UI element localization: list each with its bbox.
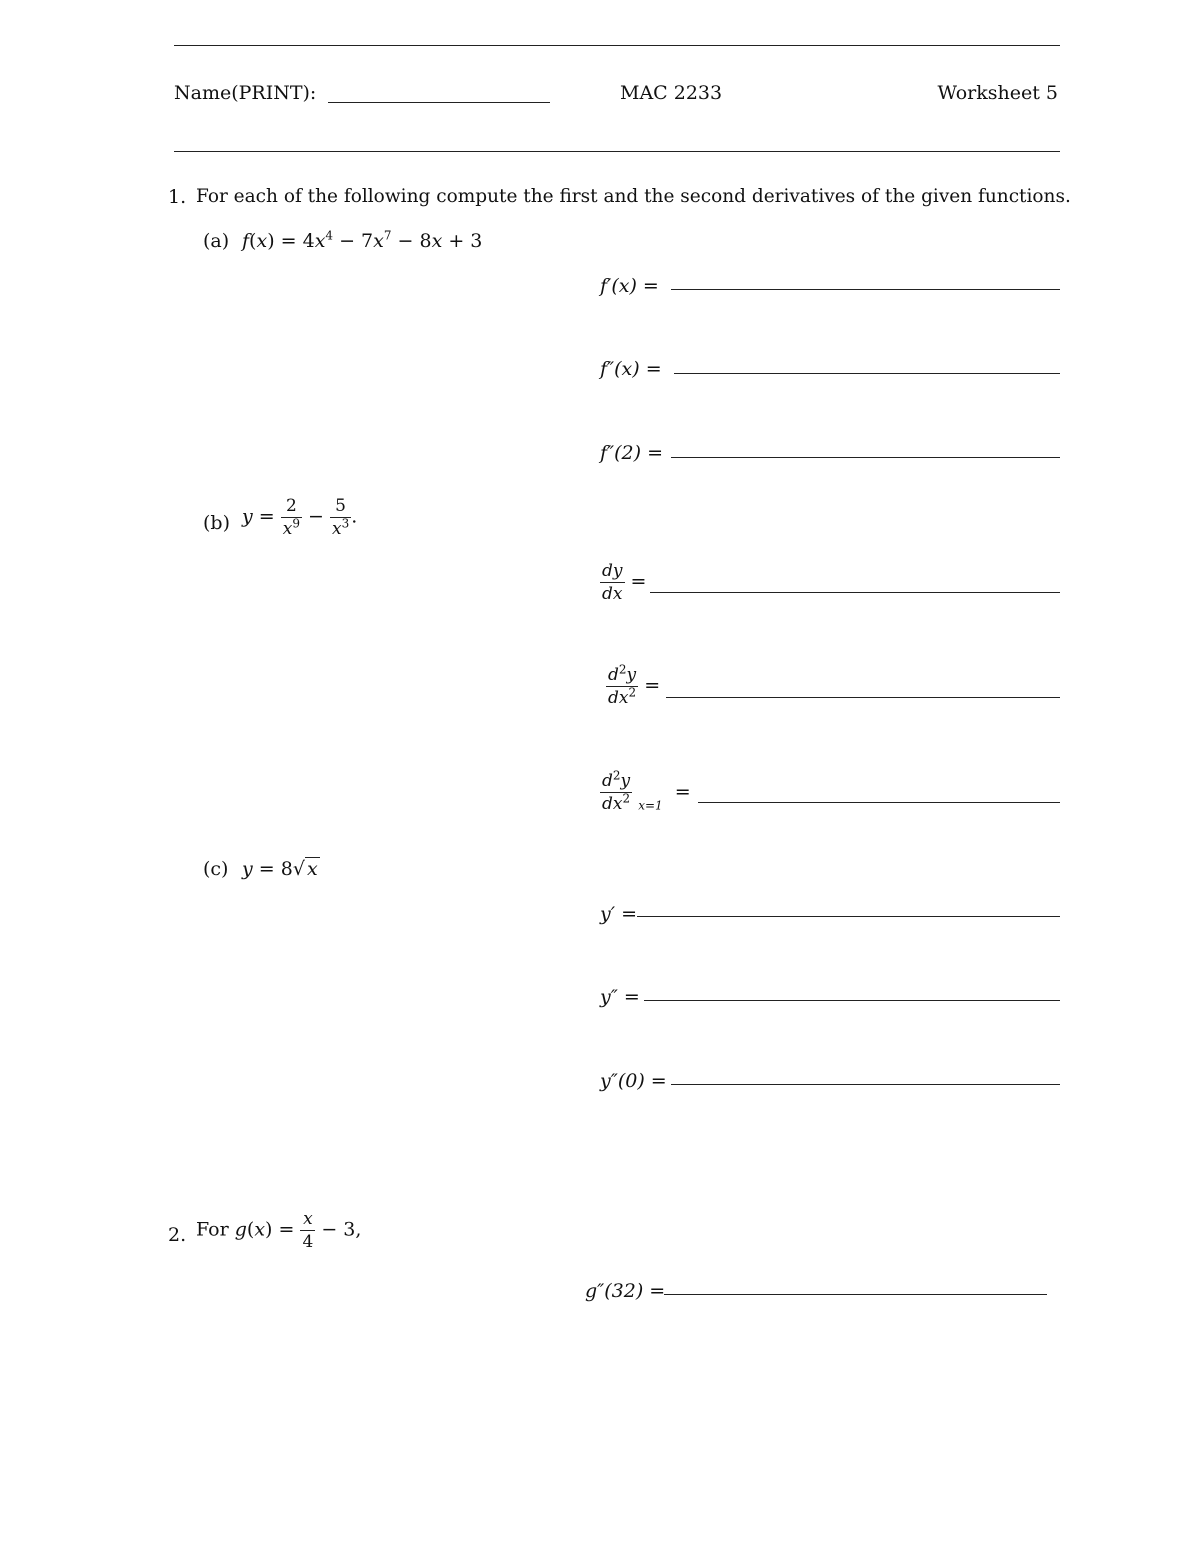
answer-a2-line[interactable] <box>674 373 1060 374</box>
answer-b2-line[interactable] <box>666 697 1060 698</box>
answer-b1-line[interactable] <box>650 592 1060 593</box>
worksheet-title: Worksheet 5 <box>937 82 1058 104</box>
answer-c3-label: y″(0) = <box>600 1070 667 1092</box>
part-b-function: y = $\frac{2}{x^9}$ − $\frac{5}{x^3}$ . <box>242 496 358 539</box>
answer-a1-label: f′(x) = <box>600 275 659 297</box>
answer-a3-label: f″(2) = <box>600 442 664 464</box>
answer-c1-label: y′ = <box>600 903 638 925</box>
part-b-label: (b) <box>203 512 230 534</box>
answer-2-line[interactable] <box>664 1294 1047 1295</box>
answer-b3-line[interactable] <box>698 802 1060 803</box>
answer-c3-line[interactable] <box>671 1084 1060 1085</box>
problem-1-prompt: For each of the following compute the first and the second derivatives of the given functions. <box>196 186 1071 207</box>
course-code: MAC 2233 <box>620 82 723 104</box>
answer-b3-derivative: $\frac{d^2y}{dx^2}$ $_{x=1}$ = <box>602 768 691 814</box>
header-top-rule <box>174 45 1060 46</box>
problem-1-number: 1. <box>168 186 187 208</box>
answer-b1-derivative: $\frac{dy}{dx}$ = <box>602 561 647 604</box>
part-a-function: $f(x) = 4x^4 - 7x^7 - 8x + 3$ <box>242 228 483 252</box>
fraction-x-over-4: $\frac{x}{4}$ <box>302 1209 314 1252</box>
answer-c2-label: y″ = <box>600 986 640 1008</box>
answer-c2-line[interactable] <box>644 1000 1060 1001</box>
sqrt-icon: √ <box>292 858 305 880</box>
part-a-label: (a) <box>203 230 230 252</box>
fraction-2-over-x9: $\frac{2}{x^9}$ <box>282 496 300 539</box>
answer-a2-label: f″(x) = <box>600 358 662 380</box>
problem-2-function: For g(x) = $\frac{x}{4}$ − 3, <box>196 1209 362 1252</box>
answer-c1-line[interactable] <box>637 916 1060 917</box>
problem-2-number: 2. <box>168 1224 187 1246</box>
answer-b2-derivative: $\frac{d^2y}{dx^2}$ = <box>608 662 661 708</box>
name-input-line[interactable] <box>328 102 550 103</box>
fraction-5-over-x3: $\frac{5}{x^3}$ <box>331 496 350 539</box>
part-c-label: (c) <box>203 858 229 880</box>
part-c-function: y = 8√ x <box>242 858 318 880</box>
answer-a1-line[interactable] <box>671 289 1060 290</box>
answer-a3-line[interactable] <box>671 457 1060 458</box>
header-bottom-rule <box>174 151 1060 152</box>
name-label: Name(PRINT): <box>174 82 317 104</box>
answer-2-label: g″(32) = <box>585 1280 666 1302</box>
